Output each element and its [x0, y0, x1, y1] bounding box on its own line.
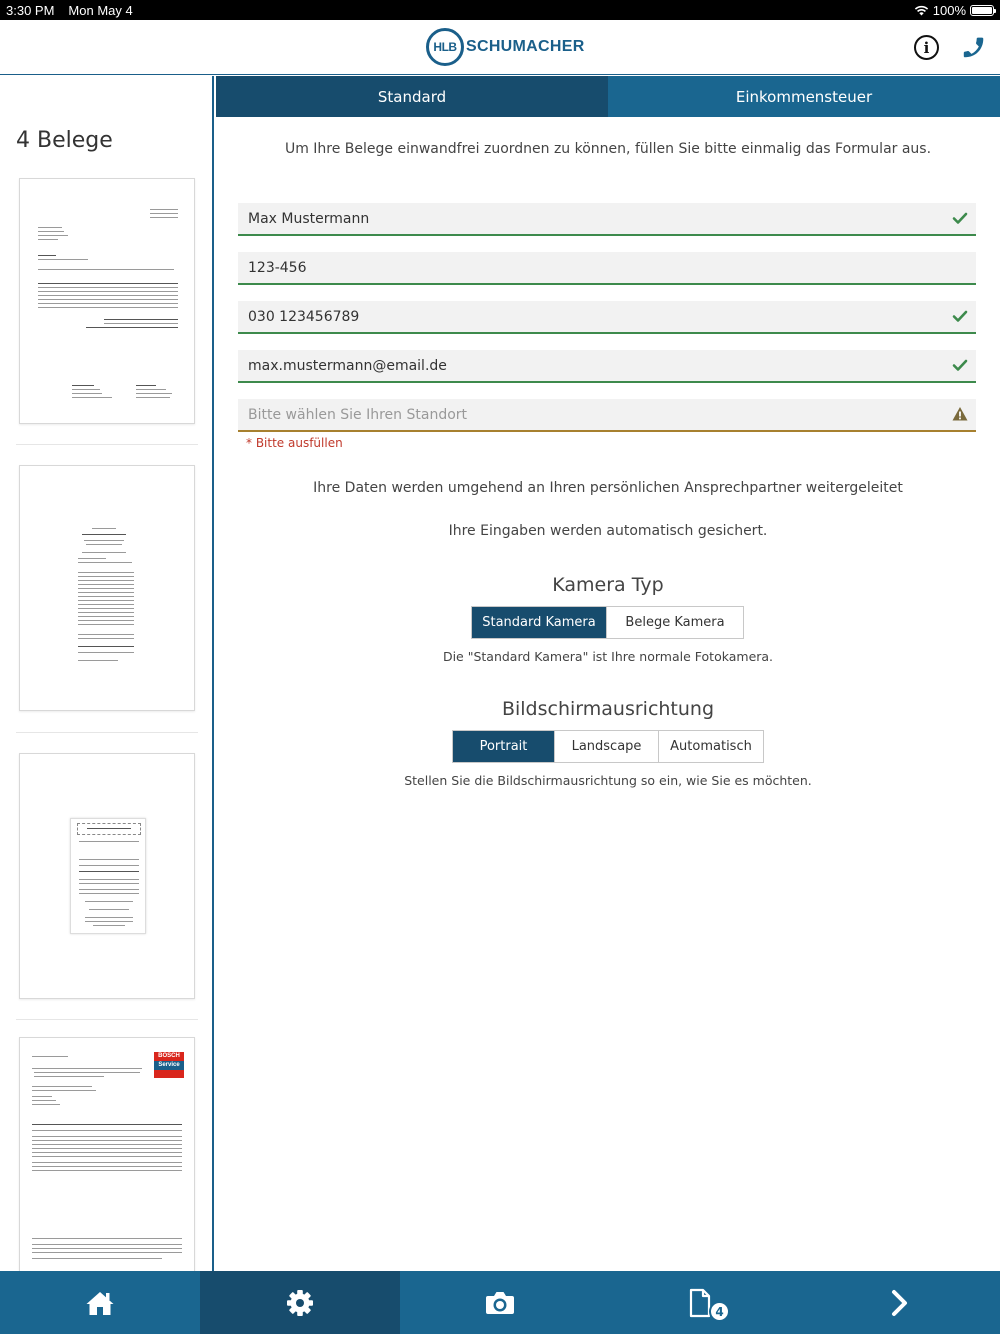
receipt-camera-button[interactable]: Belege Kamera — [607, 607, 743, 638]
email-field[interactable] — [238, 350, 976, 383]
thumbnail-separator — [16, 732, 198, 733]
check-icon — [952, 308, 968, 324]
documents-count-title: 4 Belege — [16, 128, 113, 153]
standard-camera-button[interactable]: Standard Kamera — [472, 607, 607, 638]
tab-bar — [216, 76, 1000, 117]
portrait-button[interactable]: Portrait — [453, 731, 555, 762]
check-icon — [952, 357, 968, 373]
logo-text: SCHUMACHER — [466, 38, 585, 55]
location-select-placeholder: Bitte wählen Sie Ihren Standort — [248, 406, 468, 423]
check-icon — [952, 210, 968, 226]
phone-field-value: 030 123456789 — [248, 308, 360, 325]
autosave-info: Ihre Eingaben werden automatisch gesichert. — [448, 523, 768, 539]
document-thumbnail[interactable] — [19, 178, 195, 424]
logo-mark: HLB — [426, 28, 464, 66]
camera-type-hint: Die "Standard Kamera" ist Ihre normale Fotokamera. — [442, 649, 774, 664]
next-button[interactable] — [800, 1271, 1000, 1334]
landscape-button[interactable]: Landscape — [555, 731, 659, 762]
battery-percent: 100% — [932, 2, 966, 18]
camera-button[interactable] — [400, 1271, 600, 1334]
status-date: Mon May 4 — [68, 2, 133, 18]
home-button[interactable] — [0, 1271, 200, 1334]
location-error: * Bitte ausfüllen — [246, 436, 343, 450]
chevron-right-icon — [890, 1289, 910, 1317]
form-intro: Um Ihre Belege einwandfrei zuordnen zu können, füllen Sie bitte einmalig das Formular aus. — [284, 141, 932, 157]
name-field-value: Max Mustermann — [248, 210, 370, 227]
email-field-value: max.mustermann@email.de — [248, 357, 447, 374]
battery-icon — [970, 5, 994, 16]
bottom-navigation — [0, 1271, 1000, 1334]
client-number-field-value: 123-456 — [248, 259, 307, 276]
app-header — [0, 20, 1000, 75]
client-number-field[interactable] — [238, 252, 976, 285]
camera-type-selector — [471, 606, 744, 639]
documents-button[interactable] — [600, 1271, 800, 1334]
home-icon — [85, 1290, 115, 1316]
orientation-title: Bildschirmausrichtung — [501, 698, 715, 720]
forwarding-info: Ihre Daten werden umgehend an Ihren persönlichen Ansprechpartner weitergeleitet — [313, 480, 903, 496]
automatic-button[interactable]: Automatisch — [659, 731, 763, 762]
logo — [426, 27, 585, 67]
status-time: 3:30 PM — [6, 2, 55, 18]
camera-type-title: Kamera Typ — [552, 574, 664, 596]
orientation-selector — [452, 730, 764, 763]
warning-icon — [952, 406, 968, 422]
info-icon[interactable]: i — [914, 35, 939, 60]
document-thumbnail[interactable] — [19, 753, 195, 999]
name-field[interactable] — [238, 203, 976, 236]
documents-sidebar — [0, 76, 214, 1271]
settings-button[interactable] — [200, 1271, 400, 1334]
gear-icon — [286, 1289, 314, 1317]
document-thumbnail[interactable] — [19, 465, 195, 711]
tab-standard[interactable]: Standard — [216, 76, 608, 117]
phone-icon[interactable] — [960, 34, 986, 60]
document-thumbnail[interactable] — [19, 1037, 195, 1271]
orientation-hint: Stellen Sie die Bildschirmausrichtung so ein, wie Sie es möchten. — [404, 773, 812, 788]
bosch-logo: BOSCH Service — [154, 1052, 184, 1078]
status-bar — [0, 0, 1000, 20]
thumbnail-separator — [16, 444, 198, 445]
phone-field[interactable] — [238, 301, 976, 334]
form-panel — [216, 117, 1000, 1271]
location-select[interactable] — [238, 399, 976, 432]
camera-icon — [484, 1290, 516, 1316]
tab-einkommensteuer[interactable]: Einkommensteuer — [608, 76, 1000, 117]
thumbnail-separator — [16, 1019, 198, 1020]
document-count-badge: 4 — [709, 1301, 730, 1322]
wifi-icon — [914, 5, 929, 16]
